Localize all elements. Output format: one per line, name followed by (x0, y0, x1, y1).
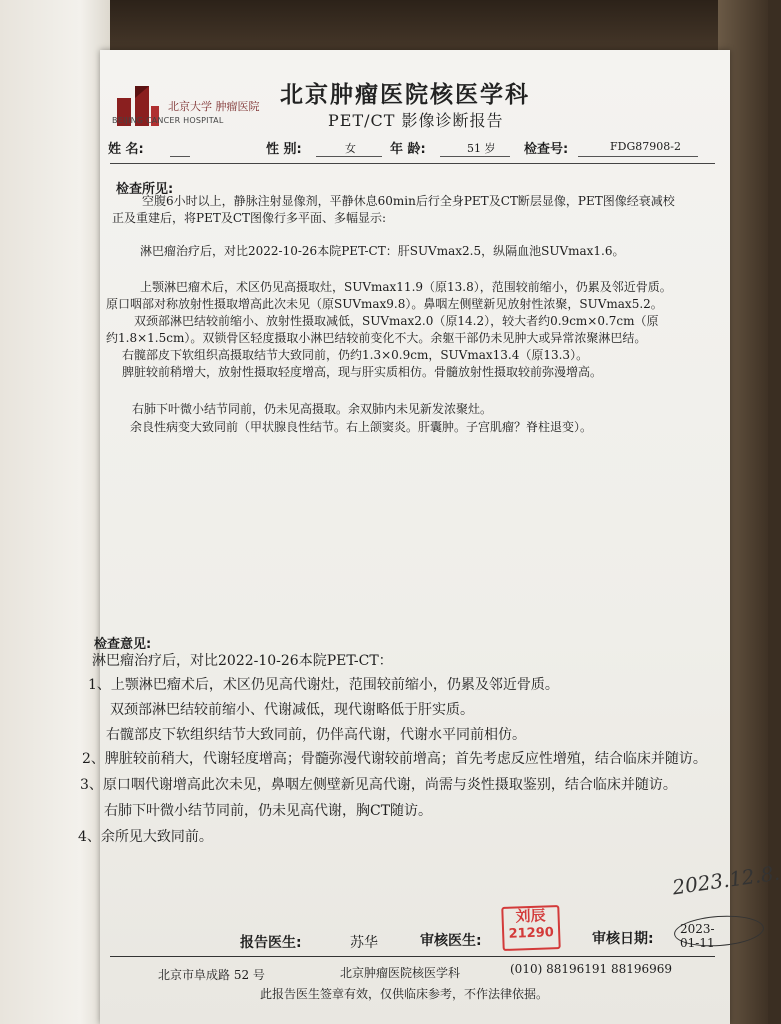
sex-underline (316, 156, 382, 157)
review-date-label: 审核日期: (592, 931, 654, 947)
findings-title: 检查所见: (116, 182, 174, 197)
findings-line: 空腹6小时以上，静脉注射显像剂，平静休息60min后行全身PET及CT断层显像，PET图像经衰减校 (142, 194, 675, 208)
findings-line: 正及重建后，将PET及CT图像行多平面、多幅显示: (112, 211, 387, 225)
footer-address: 北京市阜成路 52 号 (158, 968, 265, 982)
impression-line: 右肺下叶微小结节同前，仍未见高代谢，胸CT随访。 (104, 803, 433, 819)
impression-line: 4、余所见大致同前。 (78, 829, 213, 845)
review-doctor-label: 审核医生: (420, 933, 482, 949)
findings-line: 原口咽部对称放射性摄取增高此次未见（原SUVmax9.8）。鼻咽左侧壁新见放射性浓聚，SUVmax5.2。 (106, 297, 663, 311)
impression-line: 1、上颚淋巴瘤术后，术区仍见高代谢灶，范围较前缩小，仍累及邻近骨质。 (88, 677, 559, 693)
findings-line: 约1.8×1.5cm）。双锁骨区轻度摄取小淋巴结较前变化不大。余躯干部仍未见肿大或异常浓聚淋巴结。 (106, 331, 647, 345)
binder-page-edge (0, 0, 115, 1024)
report-title: 北京肿瘤医院核医学科 (280, 82, 530, 108)
sex-value: 女 (345, 142, 356, 155)
footer-dept: 北京肿瘤医院核医学科 (340, 966, 461, 980)
doctor-seal-stamp (501, 905, 561, 951)
logo-text-cn: 北京大学 肿瘤医院 (168, 100, 260, 113)
impression-line: 右髋部皮下软组织结节大致同前，仍伴高代谢，代谢水平同前相仿。 (106, 727, 526, 743)
findings-line: 上颚淋巴瘤术后，术区仍见高摄取灶，SUVmax11.9（原13.8），范围较前缩小，仍累及邻近骨质。 (140, 280, 672, 294)
review-date-value: 2023-01-11 (680, 922, 715, 950)
impression-line: 3、原口咽代谢增高此次未见，鼻咽左侧壁新见高代谢，尚需与炎性摄取鉴别，结合临床并随访。 (80, 777, 677, 793)
findings-line: 右肺下叶微小结节同前，仍未见高摄取。余双肺内未见新发浓聚灶。 (132, 402, 493, 416)
age-label: 年 龄: (390, 142, 426, 157)
stamp-name: 刘辰 (515, 906, 546, 926)
impression-line: 2、脾脏较前稍大，代谢轻度增高；骨髓弥漫代谢较前增高；首先考虑反应性增殖，结合临床并随访。 (82, 751, 707, 767)
footer-disclaimer: 此报告医生签章有效，仅供临床参考，不作法律依据。 (260, 987, 549, 1001)
exam-no-value: FDG87908-2 (610, 140, 681, 153)
name-label: 姓 名: (108, 142, 144, 157)
header-divider (110, 163, 715, 164)
findings-line: 右髋部皮下软组织高摄取结节大致同前，仍约1.3×0.9cm，SUVmax13.4（原13.3）。 (122, 348, 589, 362)
impression-line: 淋巴瘤治疗后，对比2022-10-26本院PET-CT： (92, 653, 393, 669)
age-value: 51 岁 (467, 142, 496, 155)
findings-line: 双颈部淋巴结较前缩小、放射性摄取减低，SUVmax2.0（原14.2），较大者约0.9cm×0.7cm（原 (134, 314, 659, 328)
stamp-id: 21290 (508, 925, 555, 942)
exam-no-underline (578, 156, 698, 157)
sex-label: 性 别: (266, 142, 302, 157)
findings-line: 余良性病变大致同前（甲状腺良性结节。右上颌窦炎。肝囊肿。子宫肌瘤？脊柱退变）。 (130, 420, 593, 434)
exam-no-label: 检查号: (524, 142, 569, 157)
impression-line: 双颈部淋巴结较前缩小、代谢减低，现代谢略低于肝实质。 (110, 702, 474, 718)
name-underline (170, 156, 190, 157)
logo-text-en: BEIJING CANCER HOSPITAL (112, 116, 224, 125)
findings-line: 脾脏较前稍增大，放射性摄取轻度增高，现与肝实质相仿。骨髓放射性摄取较前弥漫增高。 (122, 365, 603, 379)
impression-title: 检查意见: (94, 637, 152, 652)
report-paper (78, 50, 781, 1024)
report-doctor-label: 报告医生: (240, 935, 302, 951)
age-underline (440, 156, 510, 157)
footer-divider (110, 956, 715, 957)
signature-row (100, 930, 730, 954)
report-doctor-value: 苏华 (350, 935, 378, 951)
footer-phone: (010) 88196191 88196969 (510, 962, 673, 976)
report-subtitle: PET/CT 影像诊断报告 (328, 111, 504, 130)
handwritten-date: 2023.12.8. (670, 860, 781, 900)
patient-info-row (100, 138, 730, 162)
findings-line: 淋巴瘤治疗后，对比2022-10-26本院PET-CT：肝SUVmax2.5，纵隔血池SUVmax1.6。 (140, 244, 625, 258)
